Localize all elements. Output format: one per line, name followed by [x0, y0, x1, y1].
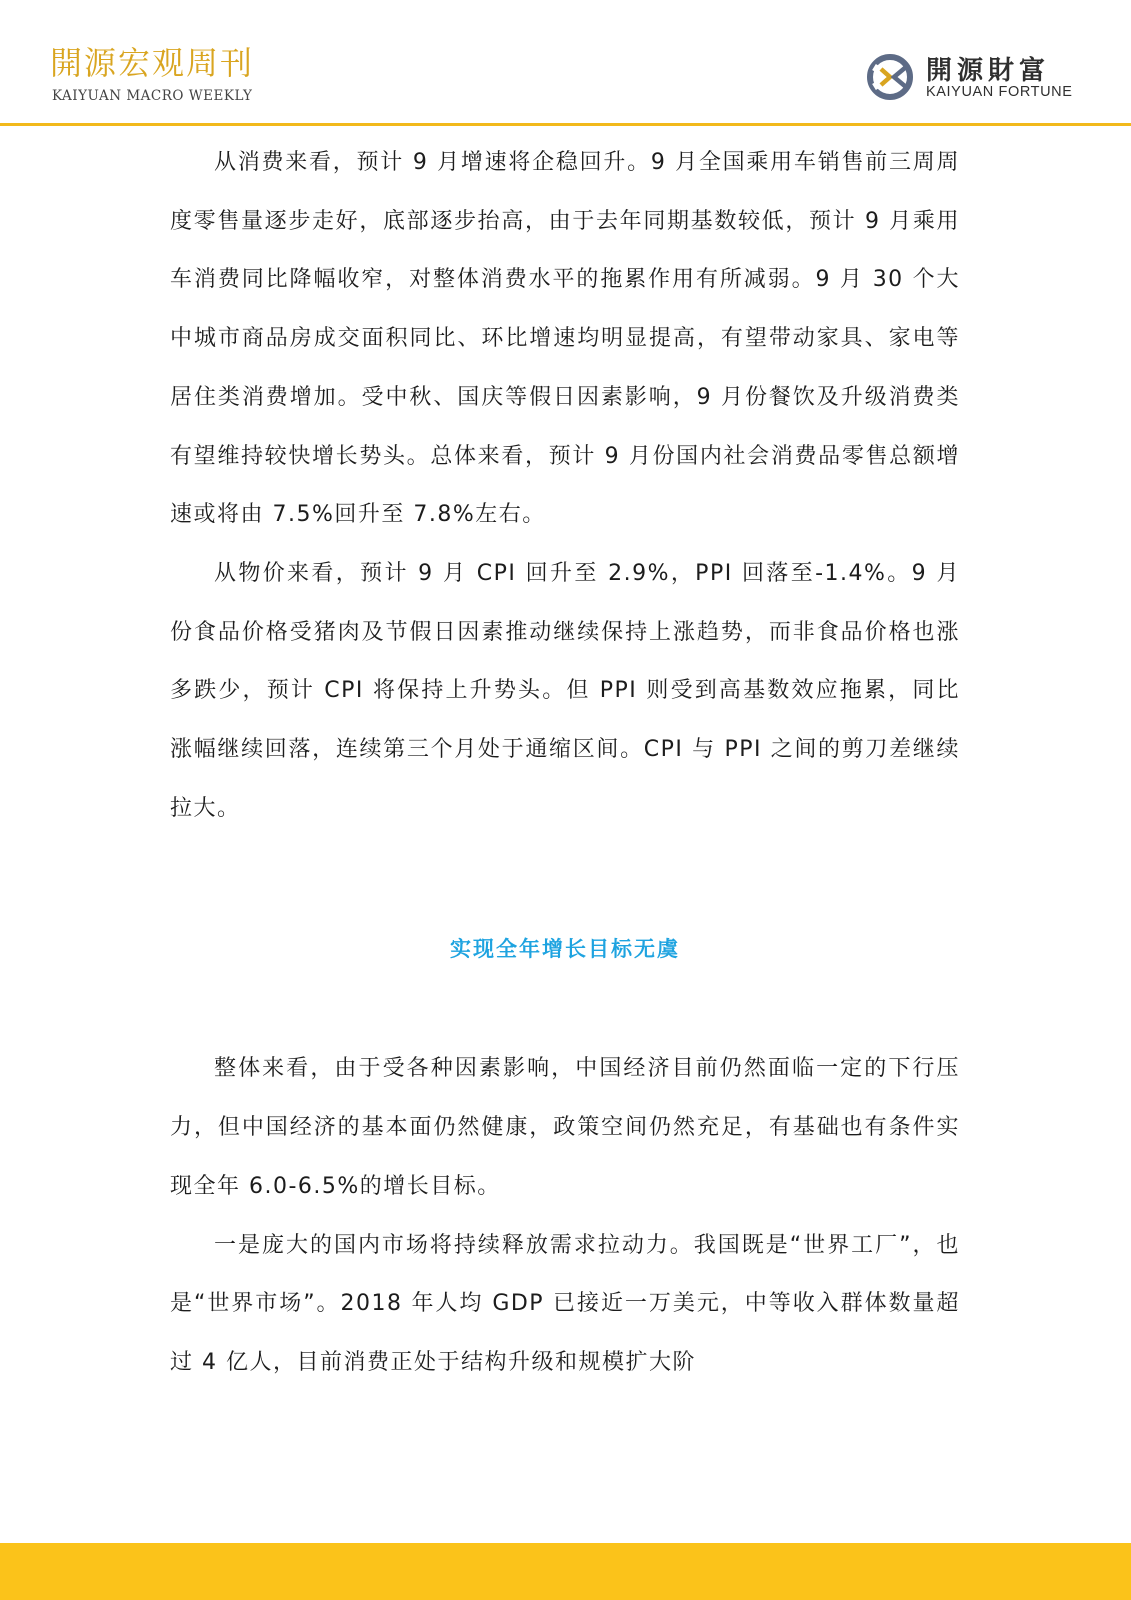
paragraph-domestic-market: 一是庞大的国内市场将持续释放需求拉动力。我国既是“世界工厂”，也是“世界市场”。2018 年人均 GDP 已接近一万美元，中等收入群体数量超过 4 亿人，目前消费正处于结构升级和规模扩大阶 [170, 1232, 960, 1375]
header-divider [0, 123, 1131, 126]
paragraph-overall: 整体来看，由于受各种因素影响，中国经济目前仍然面临一定的下行压力，但中国经济的基本面仍然健康，政策空间仍然充足，有基础也有条件实现全年 6.0-6.5%的增长目标。 [170, 1056, 960, 1199]
publication-title: 開源宏观周刊 [50, 44, 255, 82]
paragraph-consumption: 从消费来看，预计 9 月增速将企稳回升。9 月全国乘用车销售前三周周度零售量逐步走好，底部逐步抬高，由于去年同期基数较低，预计 9 月乘用车消费同比降幅收窄，对整体消费水平的拖累作用有所减弱。9 月 30 个大中城市商品房成交面积同比、环比增速均明显提高，有望带动家具、家电等居住类消费增加。受中秋、国庆等假日因素影响，9 月份餐饮及升级消费类有望维持较快增长势头。总体来看，预计 9 月份国内社会消费品零售总额增速或将由 7.5%回升至 7.8%左右。 [170, 150, 960, 528]
kaiyuan-fortune-logo [866, 51, 1106, 107]
footer-bar [0, 1543, 1131, 1600]
kaiyuan-logo-icon [866, 53, 914, 101]
paragraph-prices: 从物价来看，预计 9 月 CPI 回升至 2.9%，PPI 回落至-1.4%。9 月份食品价格受猪肉及节假日因素推动继续保持上涨趋势，而非食品价格也涨多跌少，预计 CPI 将保持上升势头。但 PPI 则受到高基数效应拖累，同比涨幅继续回落，连续第三个月处于通缩区间。CPI 与 PPI 之间的剪刀差继续拉大。 [170, 560, 960, 821]
section-heading: 实现全年增长目标无虞 [450, 937, 680, 962]
page-header [0, 0, 1131, 126]
article-body [170, 134, 960, 1393]
publication-subtitle: KAIYUAN MACRO WEEKLY [52, 88, 253, 104]
logo-name-chinese: 開源財富 [926, 56, 1051, 86]
logo-name-english: KAIYUAN FORTUNE [926, 84, 1073, 100]
